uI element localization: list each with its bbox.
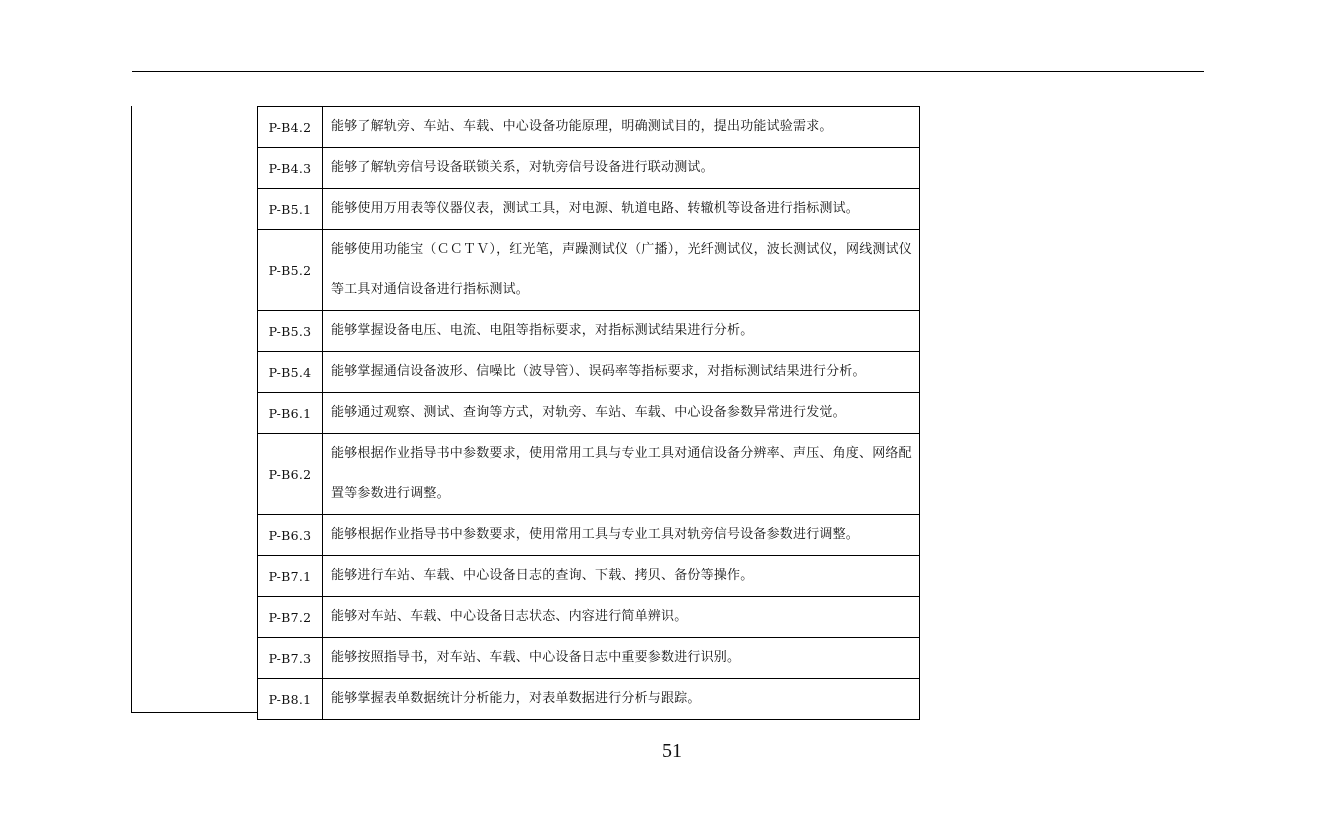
row-code: P-B5.1 [258,189,323,230]
table-row [258,679,920,720]
row-code: P-B6.1 [258,393,323,434]
table-row [258,597,920,638]
row-code: P-B7.1 [258,556,323,597]
table-row [258,393,920,434]
row-code: P-B6.2 [258,434,323,515]
page-number: 51 [662,740,682,762]
row-description: 能够通过观察、测试、查询等方式，对轨旁、车站、车载、中心设备参数异常进行发觉。 [323,393,920,434]
table-row [258,434,920,515]
row-description: 能够使用万用表等仪器仪表，测试工具，对电源、轨道电路、转辙机等设备进行指标测试。 [323,189,920,230]
header-rule [132,71,1204,72]
row-description: 能够根据作业指导书中参数要求，使用常用工具与专业工具对通信设备分辨率、声压、角度、网络配置等参数进行调整。 [323,434,920,515]
row-description: 能够掌握表单数据统计分析能力，对表单数据进行分析与跟踪。 [323,679,920,720]
row-code: P-B7.3 [258,638,323,679]
table-left-border [131,106,132,713]
table-bottom-border [131,712,258,713]
table-row [258,189,920,230]
row-description: 能够进行车站、车载、中心设备日志的查询、下载、拷贝、备份等操作。 [323,556,920,597]
row-description: 能够了解轨旁信号设备联锁关系，对轨旁信号设备进行联动测试。 [323,148,920,189]
table-row [258,311,920,352]
row-code: P-B5.3 [258,311,323,352]
table-row [258,148,920,189]
row-code: P-B5.4 [258,352,323,393]
table-row [258,107,920,148]
table-row [258,638,920,679]
competency-table [257,106,920,720]
row-description: 能够了解轨旁、车站、车载、中心设备功能原理，明确测试目的，提出功能试验需求。 [323,107,920,148]
row-code: P-B8.1 [258,679,323,720]
row-code: P-B6.3 [258,515,323,556]
row-code: P-B4.2 [258,107,323,148]
table-row [258,515,920,556]
row-code: P-B5.2 [258,230,323,311]
table-row [258,352,920,393]
row-description: 能够按照指导书，对车站、车载、中心设备日志中重要参数进行识别。 [323,638,920,679]
table-row [258,230,920,311]
row-description: 能够掌握通信设备波形、信噪比（波导管）、误码率等指标要求，对指标测试结果进行分析。 [323,352,920,393]
row-description: 能够根据作业指导书中参数要求，使用常用工具与专业工具对轨旁信号设备参数进行调整。 [323,515,920,556]
row-description: 能够掌握设备电压、电流、电阻等指标要求，对指标测试结果进行分析。 [323,311,920,352]
row-code: P-B7.2 [258,597,323,638]
table-row [258,556,920,597]
row-code: P-B4.3 [258,148,323,189]
row-description: 能够对车站、车载、中心设备日志状态、内容进行简单辨识。 [323,597,920,638]
row-description: 能够使用功能宝（ＣＣＴＶ），红光笔，声躁测试仪（广播），光纤测试仪，波长测试仪，网线测试仪等工具对通信设备进行指标测试。 [323,230,920,311]
